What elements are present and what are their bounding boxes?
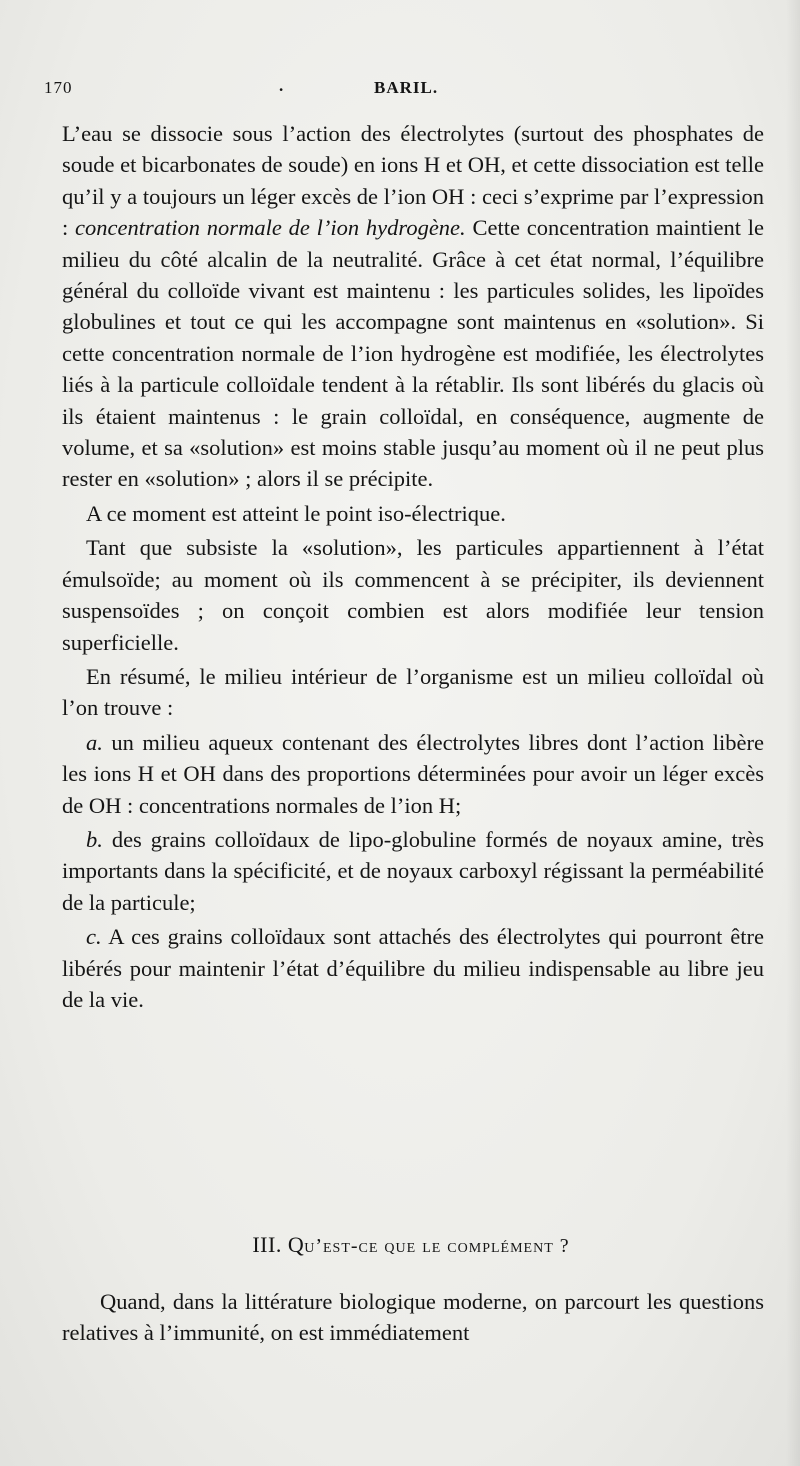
paragraph-emulsoid: Tant que subsiste la «solution», les particules appartiennent à l’état émulsoïde; au moment où ils commencent à se précipiter, ils deviennent suspensoïdes ; on conçoit combien est alors modifiée leur tension superficielle. [62,535,764,655]
list-label: a. [86,729,103,755]
list-label: b. [86,826,103,852]
section-title [288,1232,570,1257]
italic-term: concentration normale de l’ion hydrogène. [75,215,466,241]
paragraph-iso-electric: A ce moment est atteint le point iso-électrique. [86,500,506,526]
page-body [62,118,764,1015]
list-text: des grains colloïdaux de lipo-globuline formés de noyaux amine, très importants dans la spécificité, et de noyaux carboxyl régissant la perméabilité de la particule; [62,826,764,915]
paragraph-summary: En résumé, le milieu intérieur de l’organisme est un milieu colloïdal où l’on trouve : [62,663,764,721]
paragraph-complement-intro: Quand, dans la littérature biologique moderne, on parcourt les questions relatives à l’immunité, on est immédiatement [62,1289,764,1346]
section-numeral: III. [252,1232,282,1257]
running-title: BARIL. [374,78,439,97]
page-edge-shadow [786,0,800,1466]
list-item-c [62,921,764,1015]
section-heading [60,1232,762,1258]
list-item-b [62,824,764,918]
list-item-a [62,727,764,821]
list-text: A ces grains colloïdaux sont attachés des électrolytes qui pourront être libérés pour maintenir l’état d’équilibre du milieu indispensable au libre jeu de la vie. [62,924,764,1012]
header-separator: . [279,76,285,95]
section-title-rest: u’est-ce que le complément ? [304,1235,570,1257]
paragraph-text: L’eau se dissocie sous l’action des électrolytes (surtout des phosphates de soude et bicarbonates de soude) en ions H et OH, et cette dissociation est telle qu’il y a toujours un léger excès de l’ion OH : ceci s’exprime par l’expression : [62,121,764,241]
section-title-initial: Q [287,1232,305,1257]
paragraph-dissociation [62,118,764,495]
page-number: 170 [44,78,73,97]
list-label: c. [86,924,102,950]
closing-body [62,1286,764,1349]
running-header [44,78,752,102]
list-text: un milieu aqueux contenant des électrolytes libres dont l’action libère les ions H et OH dans des proportions déterminées pour avoir un léger excès de OH : concentrations normales de l’ion H; [62,729,764,818]
paragraph-text: Cette concentration maintient le milieu du côté alcalin de la neutralité. Grâce à cet état normal, l’équilibre général du colloïde vivant est maintenu : les particules solides, les lipoïdes globulines et tout ce qui les accompagne sont maintenus en «solution». Si cette concentration normale de l’ion hydrogène est modifiée, les électrolytes liés à la particule colloïdale tendent à la rétablir. Ils sont libérés du glacis où ils étaient maintenus : le grain colloïdal, en conséquence, augmente de volume, et sa «solution» est moins stable jusqu’au moment où il ne peut plus rester en «solution» ; alors il se précipite. [62,215,764,492]
